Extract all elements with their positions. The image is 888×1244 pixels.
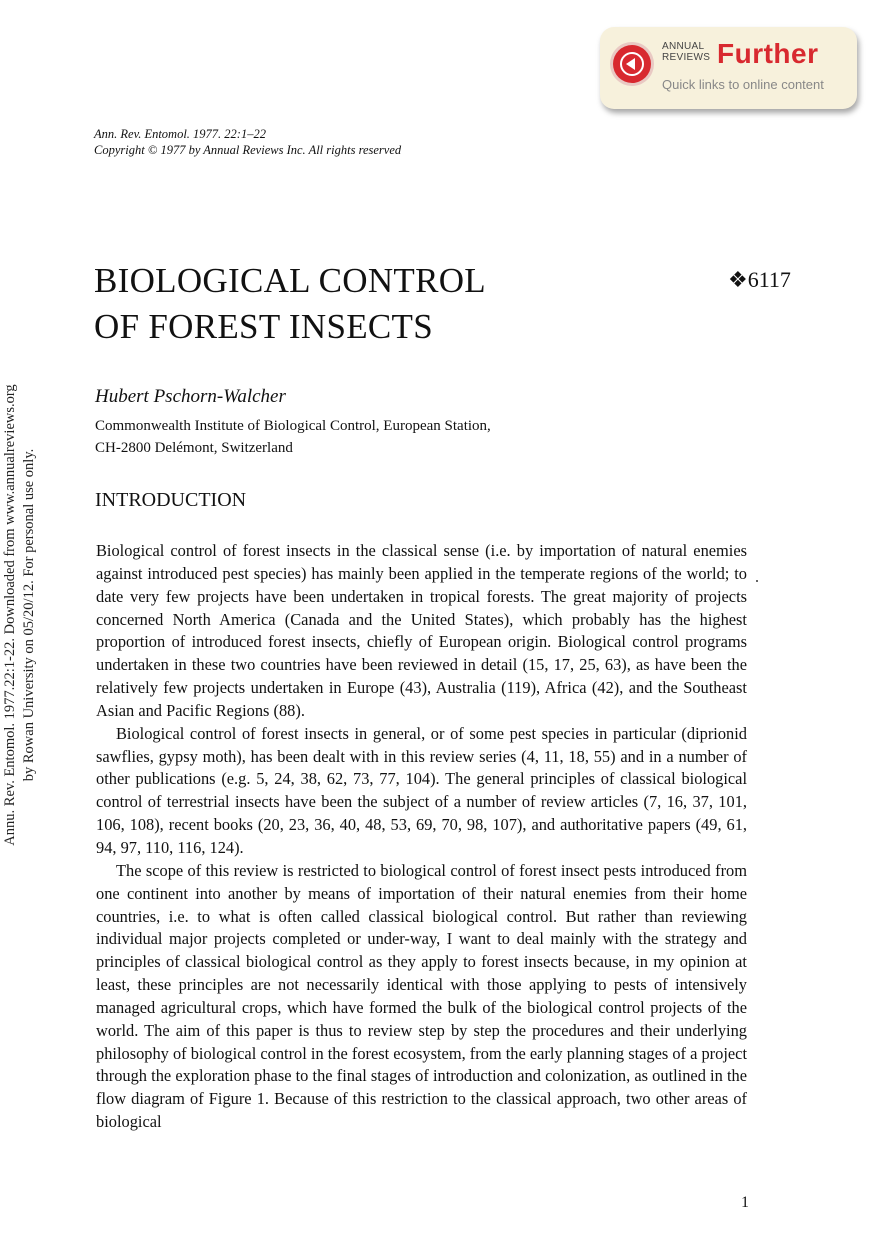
section-heading: INTRODUCTION: [95, 489, 247, 511]
further-badge[interactable]: [600, 27, 857, 109]
badge-further: Further: [717, 38, 819, 69]
badge-line1: ANNUAL: [662, 41, 705, 52]
badge-line2: REVIEWS: [662, 52, 711, 63]
paragraph: Biological control of forest insects in general, or of some pest species in particular (diprionid sawflies, gypsy moth), has been dealt with in this review series (4, 11, 18, 55) and in a number of other publications (e.g. 5, 24, 38, 62, 73, 77, 104). The general principles of classical biological control of terrestrial insects have been the subject of a number of review articles (7, 16, 37, 101, 106, 108), recent books (20, 23, 36, 40, 48, 53, 69, 70, 98, 107), and authoritative papers (49, 61, 94, 97, 110, 116, 124).: [96, 723, 747, 857]
download-notice-line1: Annu. Rev. Entomol. 1977.22:1-22. Downloaded from www.annualreviews.org: [2, 384, 18, 846]
citation-line2: Copyright © 1977 by Annual Reviews Inc. All rights reserved: [94, 143, 402, 157]
affiliation-line1: Commonwealth Institute of Biological Control, European Station,: [95, 418, 491, 434]
title-line2: OF FOREST INSECTS: [94, 307, 433, 346]
body-text: [96, 540, 747, 1134]
download-notice: [1, 345, 39, 885]
title-line1: BIOLOGICAL CONTROL: [94, 261, 486, 300]
citation: [94, 126, 401, 158]
page-number: 1: [741, 1194, 749, 1211]
article-code: ❖6117: [728, 267, 791, 292]
badge-annual-reviews: [662, 41, 710, 63]
article-title: [94, 258, 486, 350]
citation-line1: Ann. Rev. Entomol. 1977. 22:1–22: [94, 127, 266, 141]
paragraph: The scope of this review is restricted to biological control of forest insect pests introduced from one continent into another by means of importation of their natural enemies from their home countries, i.e. to what is often called classical biological control. But rather than reviewing individual major projects completed or under-way, I want to deal mainly with the strategy and principles of classical biological control as they apply to forest insects because, in my opinion at least, these principles are not necessarily identical with those applying to pests of intensively managed agricultural crops, which have formed the bulk of the biological control projects of the world. The aim of this paper is thus to review step by step the procedures and their underlying philosophy of biological control in the forest ecosystem, from the early planning stages of a project through the exploration phase to the final stages of introduction and colonization, as outlined in the flow diagram of Figure 1. Because of this restriction to the classical approach, two other areas of biological: [96, 860, 747, 1132]
affiliation-line2: CH-2800 Delémont, Switzerland: [95, 440, 293, 456]
download-notice-line2: by Rowan University on 05/20/12. For personal use only.: [21, 448, 37, 782]
author-name: Hubert Pschorn-Walcher: [95, 386, 286, 407]
paragraph: Biological control of forest insects in the classical sense (i.e. by importation of natural enemies against introduced pest species) has mainly been applied in the temperate regions of the world; to date very few projects have been undertaken in tropical forests. The great majority of projects concerned North America (Canada and the United States), which probably has the highest proportion of introduced forest insects, chiefly of European origin. Biological control programs undertaken in these two countries have been reviewed in detail (15, 17, 25, 63), as have been the relatively few projects undertaken in Europe (43), Australia (119), Africa (42), and the Southeast Asian and Pacific Regions (88).: [96, 541, 747, 720]
affiliation: [95, 415, 491, 459]
badge-subtitle: Quick links to online content: [662, 77, 824, 92]
play-back-icon: [613, 45, 651, 83]
scan-speck: [756, 580, 758, 582]
